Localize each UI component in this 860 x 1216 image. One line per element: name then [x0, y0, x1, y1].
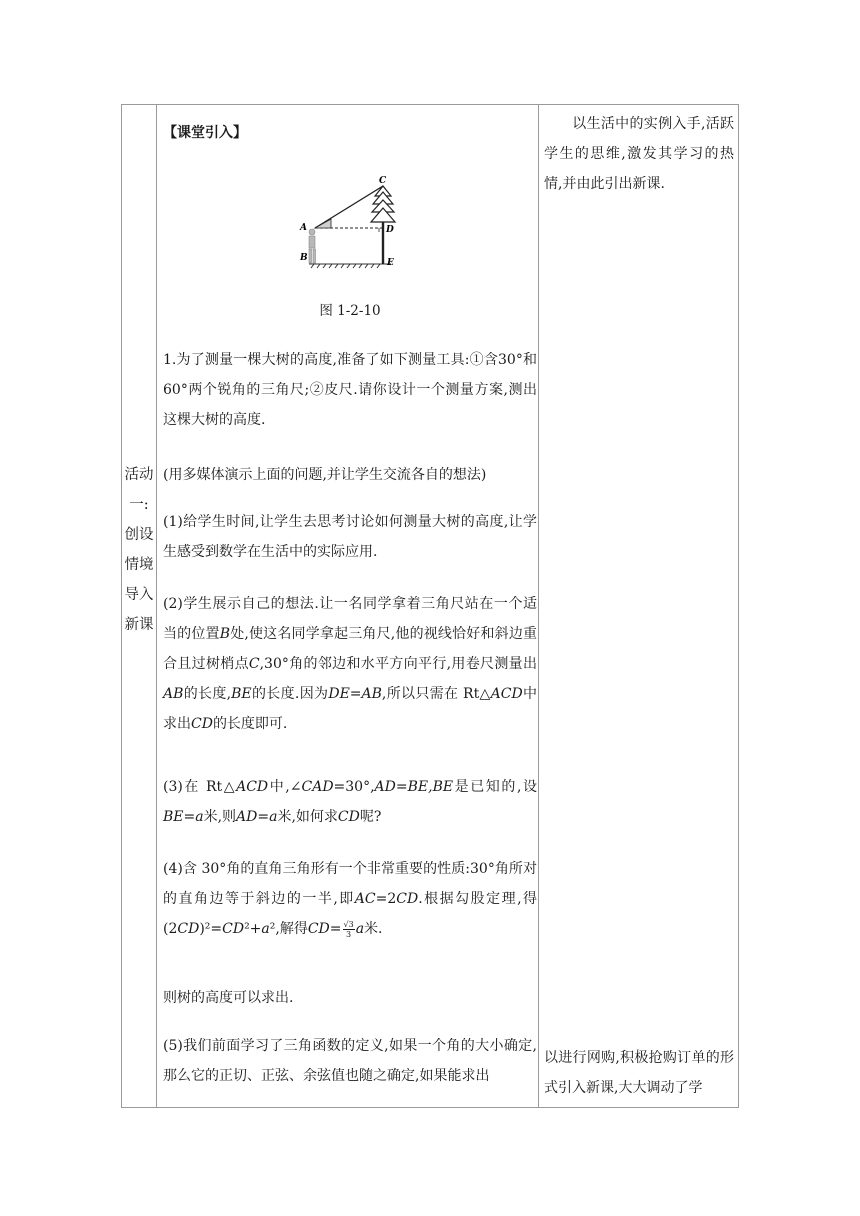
ground-hatch: [309, 264, 391, 268]
main-content: [163, 0, 537, 1107]
side-note-online-shopping: 以进行网购,积极抢购订单的形式引入新课,大大调动了学: [544, 1050, 734, 1096]
label-d: D: [386, 225, 394, 235]
section-heading: 【课堂引入】: [163, 125, 247, 141]
table-right-border: [738, 104, 739, 1108]
activity-label-line: 情境: [124, 557, 154, 573]
paragraph-step-5: (5)我们前面学习了三角函数的定义,如果一个角的大小确定,那么它的正切、正弦、余弦值也随之确定,如果能求出: [163, 1038, 537, 1084]
label-e: E: [387, 258, 394, 268]
paragraph-step-4: (4)含 30°角的直角三角形有一个非常重要的性质:30°角所对的直角边等于斜边的一半,即AC=2CD.根据勾股定理,得(2CD)²=CD²+a²,解得CD= $\frac{√3}{3}$ a米.: [163, 861, 538, 939]
activity-label-line: 导入: [124, 587, 154, 603]
table-divider-1: [156, 104, 157, 1108]
triangle-ruler: [315, 219, 331, 228]
paragraph-step-3: (3)在 Rt△ACD中,∠CAD=30°,AD=BE,BE是已知的,设BE=a米,则AD=a米,如何求CD呢?: [163, 779, 537, 825]
label-b: B: [300, 253, 308, 263]
table-divider-2: [538, 104, 539, 1108]
person-figure: [309, 229, 316, 263]
table-bottom-border: [121, 1107, 739, 1108]
tree-measurement-figure: [295, 172, 415, 272]
paragraph-question: 1.为了测量一棵大树的高度,准备了如下测量工具:①含30°和60°两个锐角的三角尺;②皮尺.请你设计一个测量方案,测出这棵大树的高度.: [163, 352, 537, 428]
activity-label-line: 活动: [124, 467, 154, 483]
paragraph-step-2: (2)学生展示自己的想法.让一名同学拿着三角尺站在一个适当的位置B处,使这名同学拿起三角尺,他的视线恰好和斜边重合且过树梢点C,30°角的邻边和水平方向平行,用卷尺测量出AB的长度,BE的长度.因为DE=AB,所以只需在 Rt△ACD中求出CD的长度即可.: [163, 596, 538, 732]
fraction-sqrt3-over-3: $\frac{√3}{3}$: [343, 919, 354, 939]
paragraph-multimedia: (用多媒体演示上面的问题,并让学生交流各自的想法): [163, 467, 487, 483]
activity-label-line: 创设: [124, 527, 154, 543]
side-note-intro: 以生活中的实例入手,活跃学生的思维,激发其学习的热情,并由此引出新课.: [544, 116, 734, 192]
activity-label-line: 一:: [129, 497, 149, 513]
label-c: C: [379, 176, 387, 186]
paragraph-conclusion: 则树的高度可以求出.: [163, 990, 294, 1006]
activity-label: [122, 460, 156, 640]
figure-caption: 图 1-2-10: [319, 303, 381, 319]
paragraph-step-1: (1)给学生时间,让学生去思考讨论如何测量大树的高度,让学生感受到数学在生活中的实际应用.: [163, 514, 537, 560]
activity-label-line: 新课: [124, 617, 154, 633]
label-a: A: [300, 223, 307, 233]
